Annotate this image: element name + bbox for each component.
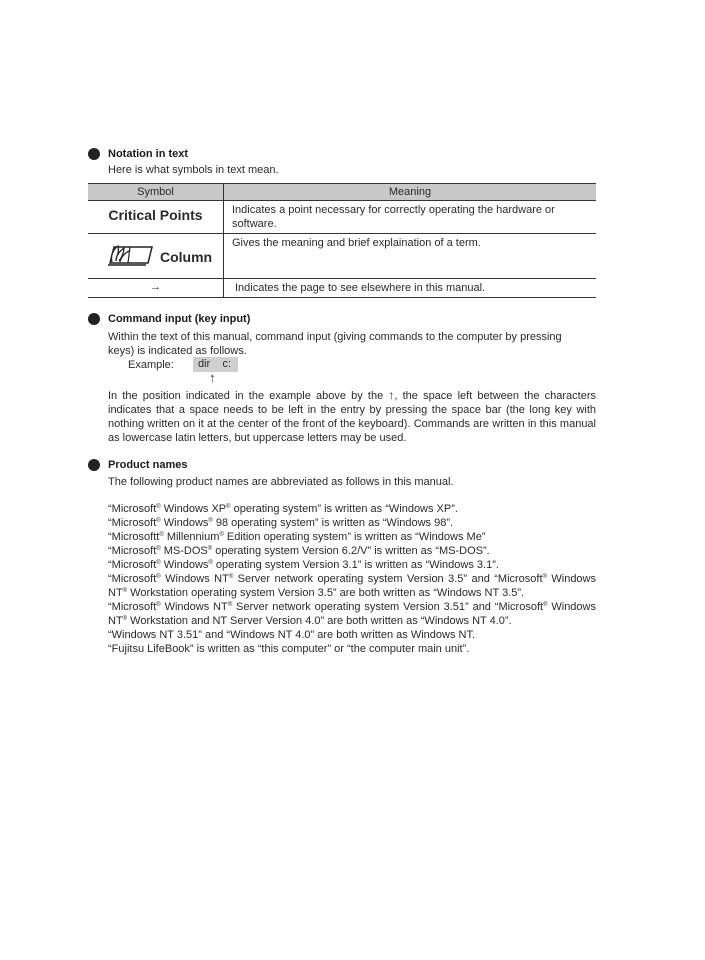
table-row (88, 279, 596, 298)
command-line-2: keys) is indicated as follows. (108, 345, 247, 357)
symbol-cell (88, 234, 224, 279)
meaning-cell: Gives the meaning and brief explaination of a term. (224, 234, 597, 279)
explanation-text: , the space left between the characters indicates that a space needs to be left in the entry by pressing the space bar (the long key with nothing written on it at the center of the front of the keyboard). Commands are written in this manual as lowercase latin letters, but uppercase letters may be used. (108, 390, 596, 444)
product-line: “Microsoft® Windows® 98 operating system” is written as “Windows 98”. (108, 517, 454, 529)
command-heading: Command input (key input) (108, 313, 251, 325)
product-line: “Fujitsu LifeBook” is written as “this computer” or “the computer main unit”. (108, 643, 470, 655)
symbol-cell (88, 279, 224, 298)
explanation-text: In the position indicated in the example above by the (108, 390, 389, 402)
product-line: “Microsoftt® Millennium® Edition operating system” is written as “Windows Me” (108, 531, 486, 543)
command-example: dir c: (198, 358, 232, 370)
product-line: “Microsoft® Windows NT® Server network operating system Version 3.51” and “Microsoft® Windows NT® Workstation and NT Server Version 4.0” are both written as “Windows NT 4.0”. (108, 601, 596, 627)
notation-intro: Here is what symbols in text mean. (108, 164, 279, 176)
products-heading: Product names (108, 459, 188, 471)
table-row (88, 201, 596, 234)
notation-heading: Notation in text (108, 148, 189, 160)
meaning-cell: Indicates the page to see elsewhere in this manual. (224, 279, 597, 298)
section-bullet (88, 313, 100, 325)
product-line: “Windows NT 3.51” and “Windows NT 4.0” are both written as Windows NT. (108, 629, 476, 641)
section-bullet (88, 148, 100, 160)
up-arrow-icon: ↑ (209, 370, 216, 385)
product-line: “Microsoft® Windows XP® operating system” is written as “Windows XP”. (108, 503, 458, 515)
meaning-cell: Indicates a point necessary for correctly operating the hardware or software. (224, 201, 597, 234)
table-header-meaning: Meaning (224, 184, 597, 201)
table-row (88, 234, 596, 279)
products-intro: The following product names are abbreviated as follows in this manual. (108, 476, 454, 488)
critical-points-symbol: Critical Points (108, 207, 203, 223)
product-names-list (108, 502, 596, 656)
inline-up-arrow-icon: ↑ (388, 388, 395, 402)
command-explanation (108, 388, 596, 445)
column-symbol: Column (160, 249, 213, 265)
command-line-1: Within the text of this manual, command input (giving commands to the computer by pressing (108, 331, 562, 343)
book-hand-icon (106, 243, 156, 271)
product-line: “Microsoft® MS-DOS® operating system Version 6.2/V” is written as “MS-DOS”. (108, 545, 490, 557)
symbol-cell (88, 201, 224, 234)
notation-table (88, 183, 596, 298)
example-label: Example: (128, 359, 174, 371)
right-arrow-icon: → (150, 281, 161, 293)
table-header-symbol: Symbol (88, 184, 224, 201)
product-line: “Microsoft® Windows® operating system Version 3.1” is written as “Windows 3.1”. (108, 559, 499, 571)
section-bullet (88, 459, 100, 471)
product-line: “Microsoft® Windows NT® Server network operating system Version 3.5” and “Microsoft® Windows NT® Workstation operating system Version 3.5” are both written as “Windows NT 3.5”. (108, 573, 596, 599)
